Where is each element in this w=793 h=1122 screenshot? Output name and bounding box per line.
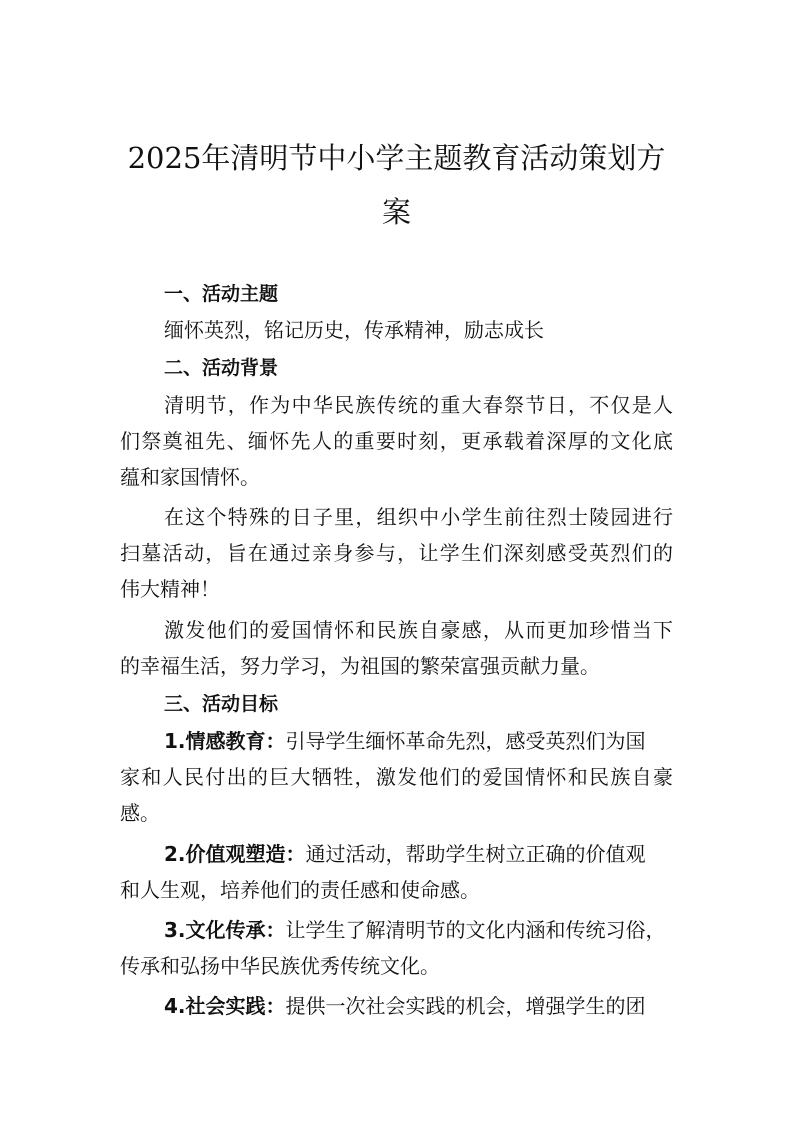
paragraph-line: 传承和弘扬中华民族优秀传统文化。 bbox=[120, 954, 440, 978]
goal-item-first-line bbox=[164, 988, 646, 1024]
paragraph-line: 们祭奠祖先、缅怀先人的重要时刻，更承载着深厚的文化底 bbox=[120, 429, 673, 453]
goal-text: 提供一次社会实践的机会，增强学生的团 bbox=[285, 994, 646, 1018]
goal-item-first-line bbox=[164, 723, 646, 759]
goal-label: 2.价值观塑造： bbox=[164, 842, 306, 866]
paragraph-line: 的幸福生活，努力学习，为祖国的繁荣富强贡献力量。 bbox=[120, 654, 600, 678]
paragraph-line: 在这个特殊的日子里，组织中小学生前往烈士陵园进行 bbox=[164, 505, 673, 529]
paragraph-line: 伟大精神！ bbox=[120, 577, 220, 601]
paragraph-line: 和人生观，培养他们的责任感和使命感。 bbox=[120, 878, 480, 902]
theme-text: 缅怀英烈，铭记历史，传承精神，励志成长 bbox=[164, 318, 544, 342]
goal-label: 3.文化传承： bbox=[164, 918, 286, 942]
document-title-line-1: 2025年清明节中小学主题教育活动策划方 bbox=[127, 141, 666, 175]
paragraph-line: 清明节，作为中华民族传统的重大春祭节日，不仅是人 bbox=[164, 393, 673, 417]
document-title-line-2: 案 bbox=[381, 195, 411, 229]
goal-text: 引导学生缅怀革命先烈，感受英烈们为国 bbox=[285, 729, 646, 753]
paragraph-line: 家和人民付出的巨大牺牲，激发他们的爱国情怀和民族自豪 bbox=[120, 765, 673, 789]
section-heading-background: 二、活动背景 bbox=[164, 357, 279, 379]
paragraph-line: 感。 bbox=[120, 801, 160, 825]
goal-text: 让学生了解清明节的文化内涵和传统习俗， bbox=[285, 918, 666, 942]
paragraph-line: 扫墓活动，旨在通过亲身参与，让学生们深刻感受英烈们的 bbox=[120, 541, 673, 565]
goal-label: 4.社会实践： bbox=[164, 994, 286, 1018]
section-heading-goals: 三、活动目标 bbox=[164, 693, 279, 715]
paragraph-line: 蕴和家国情怀。 bbox=[120, 465, 260, 489]
paragraph-line: 激发他们的爱国情怀和民族自豪感，从而更加珍惜当下 bbox=[164, 618, 673, 642]
goal-item-first-line bbox=[164, 912, 666, 948]
section-heading-theme: 一、活动主题 bbox=[164, 283, 279, 305]
goal-label: 1.情感教育： bbox=[164, 729, 286, 753]
goal-text: 通过活动，帮助学生树立正确的价值观 bbox=[305, 842, 646, 866]
goal-item-first-line bbox=[164, 836, 646, 872]
